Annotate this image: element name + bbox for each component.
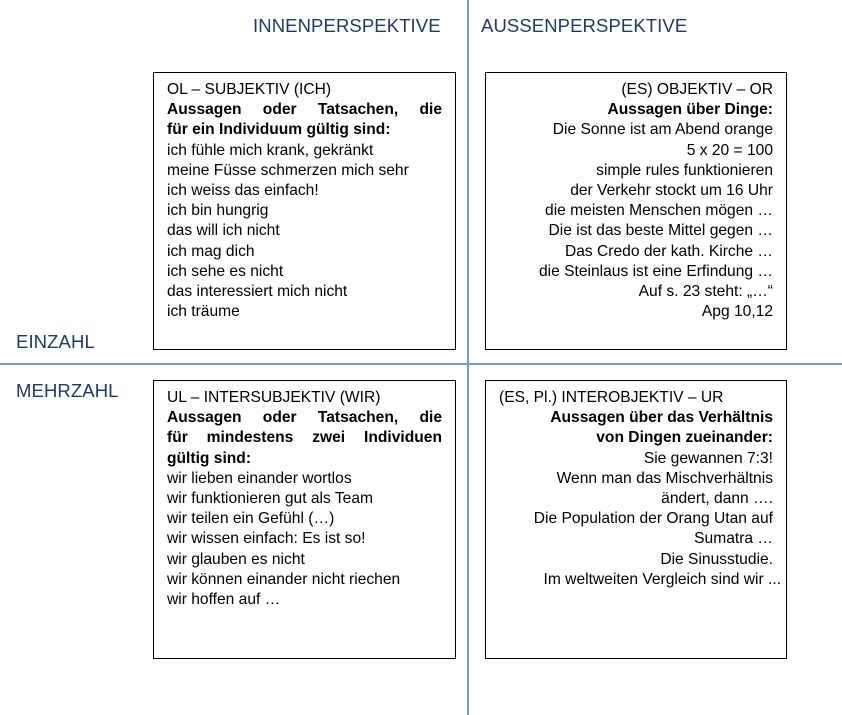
quadrant-definition-line: von Dingen zueinander: <box>596 429 773 447</box>
list-item: ich träume <box>167 303 240 321</box>
quadrant-ol <box>153 72 456 350</box>
list-item: ich bin hungrig <box>167 202 269 220</box>
axis-label-einzahl: EINZAHL <box>16 331 95 352</box>
list-item: das will ich nicht <box>167 222 280 240</box>
list-item: ich sehe es nicht <box>167 262 284 280</box>
list-item: ich mag dich <box>167 242 255 260</box>
list-item: Wenn man das Mischverhältnis <box>556 469 773 487</box>
list-item: der Verkehr stockt um 16 Uhr <box>570 182 773 200</box>
axis-label-aussenperspektive: AUSSENPERSPEKTIVE <box>481 15 688 36</box>
list-item: das interessiert mich nicht <box>167 283 348 301</box>
axis-label-innenperspektive: INNENPERSPEKTIVE <box>253 15 441 36</box>
quadrant-definition-line: Aussagen über Dinge: <box>607 101 773 119</box>
list-item: Die ist das beste Mittel gegen … <box>548 222 773 240</box>
list-item: 5 x 20 = 100 <box>686 141 773 159</box>
quadrant-definition-line: für mindestens zwei Individuen <box>167 429 442 447</box>
list-item: wir hoffen auf … <box>167 591 281 609</box>
list-item: Das Credo der kath. Kirche … <box>564 242 773 260</box>
quadrant-heading: UL – INTERSUBJEKTIV (WIR) <box>167 389 381 406</box>
list-item: Sumatra … <box>694 530 773 548</box>
list-item: Apg 10,12 <box>701 303 773 321</box>
quadrant-ul <box>153 380 456 659</box>
list-item: ich weiss das einfach! <box>167 182 319 200</box>
list-item: die Steinlaus ist eine Erfindung … <box>538 262 773 280</box>
quadrant-definition-line: gültig sind: <box>167 449 252 467</box>
list-item: die meisten Menschen mögen … <box>545 202 773 220</box>
vertical-axis-line <box>467 0 469 715</box>
list-item: wir können einander nicht riechen <box>167 570 401 588</box>
list-item: Die Population der Orang Utan auf <box>533 510 773 528</box>
list-item: Auf s. 23 steht: „…“ <box>638 283 773 301</box>
list-item: ändert, dann …. <box>661 490 773 508</box>
list-item: wir teilen ein Gefühl (…) <box>167 510 335 528</box>
quadrant-heading: OL – SUBJEKTIV (ICH) <box>167 81 332 98</box>
quadrant-heading: (ES, Pl.) INTEROBJEKTIV – UR <box>499 389 724 406</box>
quadrant-definition-line: Aussagen oder Tatsachen, die <box>167 101 442 119</box>
list-item: Die Sonne ist am Abend orange <box>552 121 773 139</box>
quadrant-heading: (ES) OBJEKTIV – OR <box>621 81 773 98</box>
list-item: Die Sinusstudie. <box>660 550 773 568</box>
list-item: wir funktionieren gut als Team <box>167 490 373 508</box>
horizontal-axis-line <box>0 363 842 365</box>
list-item: ich fühle mich krank, gekränkt <box>167 141 374 159</box>
quadrant-or <box>485 72 787 350</box>
list-item: Sie gewannen 7:3! <box>643 449 773 467</box>
list-item: wir lieben einander wortlos <box>167 469 352 487</box>
quadrant-ur <box>485 380 787 659</box>
quadrant-definition-line: Aussagen über das Verhältnis <box>550 409 773 427</box>
list-item: wir glauben es nicht <box>167 550 305 568</box>
list-item: simple rules funktionieren <box>596 161 773 179</box>
list-item: meine Füsse schmerzen mich sehr <box>167 161 409 179</box>
axis-label-mehrzahl: MEHRZAHL <box>16 380 119 401</box>
quadrant-definition-line: Aussagen oder Tatsachen, die <box>167 409 442 427</box>
list-item: Im weltweiten Vergleich sind wir ... <box>543 570 781 588</box>
quadrant-definition-line: für ein Individuum gültig sind: <box>167 121 391 139</box>
list-item: wir wissen einfach: Es ist so! <box>167 530 366 548</box>
